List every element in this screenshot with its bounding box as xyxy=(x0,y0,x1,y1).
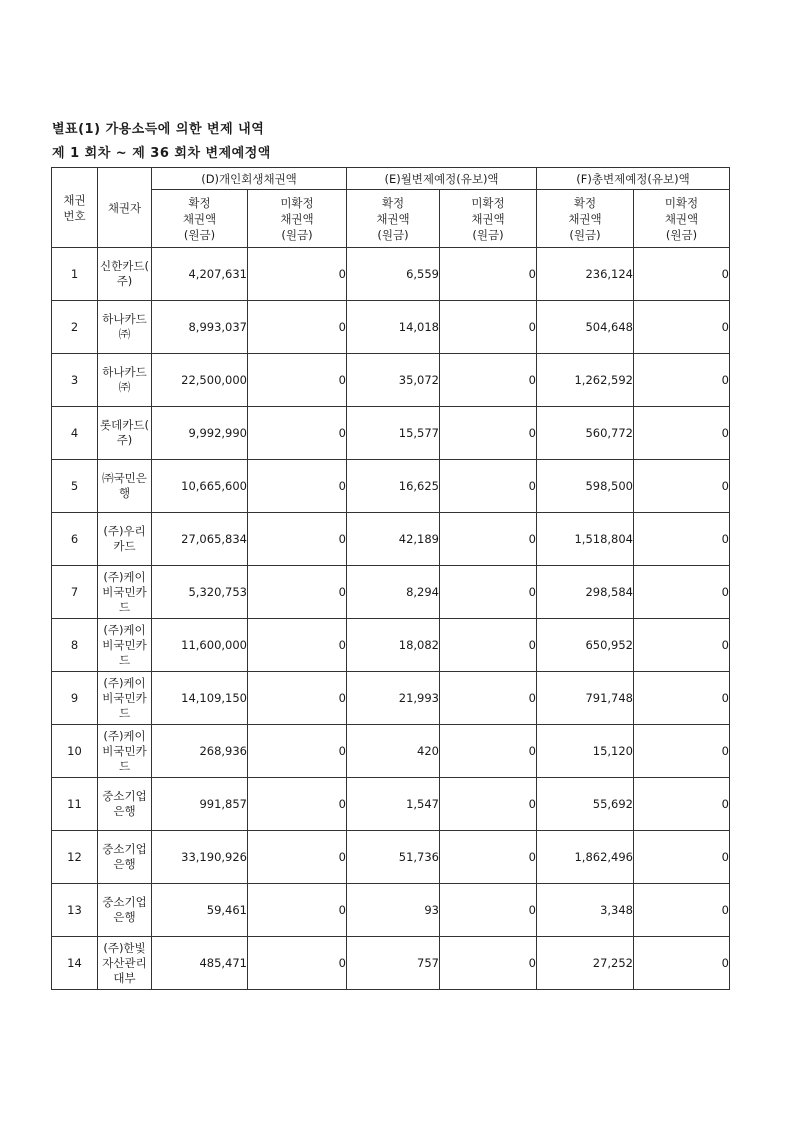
creditor-name: 신한카드( 주) xyxy=(98,248,152,301)
f-unconfirmed-amount: 0 xyxy=(634,672,730,725)
f-confirmed-amount: 55,692 xyxy=(537,778,634,831)
d-unconfirmed-amount: 0 xyxy=(248,884,347,937)
creditor-name: (주)케이 비국민카 드 xyxy=(98,619,152,672)
table-row xyxy=(52,619,730,672)
f-confirmed-amount: 27,252 xyxy=(537,937,634,990)
creditor-name: (주)케이 비국민카 드 xyxy=(98,566,152,619)
d-unconfirmed-amount: 0 xyxy=(248,566,347,619)
f-unconfirmed-amount: 0 xyxy=(634,301,730,354)
e-unconfirmed-amount: 0 xyxy=(440,460,537,513)
e-unconfirmed-amount: 0 xyxy=(440,831,537,884)
e-unconfirmed-amount: 0 xyxy=(440,884,537,937)
header-d-unconfirmed: 미확정 채권액 (원금) xyxy=(248,190,347,248)
d-confirmed-amount: 33,190,926 xyxy=(152,831,248,884)
creditor-number: 6 xyxy=(52,513,98,566)
page-title: 별표(1) 가용소득에 의한 변제 내역 xyxy=(52,122,265,137)
header-f-unconfirmed: 미확정 채권액 (원금) xyxy=(634,190,730,248)
d-confirmed-amount: 10,665,600 xyxy=(152,460,248,513)
f-unconfirmed-amount: 0 xyxy=(634,354,730,407)
d-unconfirmed-amount: 0 xyxy=(248,407,347,460)
creditor-number: 13 xyxy=(52,884,98,937)
e-confirmed-amount: 8,294 xyxy=(347,566,440,619)
f-unconfirmed-amount: 0 xyxy=(634,725,730,778)
header-group-e: (E)월변제예정(유보)액 xyxy=(347,168,537,190)
table-row xyxy=(52,725,730,778)
creditor-number: 5 xyxy=(52,460,98,513)
e-unconfirmed-amount: 0 xyxy=(440,513,537,566)
d-unconfirmed-amount: 0 xyxy=(248,937,347,990)
f-confirmed-amount: 1,262,592 xyxy=(537,354,634,407)
d-confirmed-amount: 22,500,000 xyxy=(152,354,248,407)
creditor-name: ㈜국민은 행 xyxy=(98,460,152,513)
e-confirmed-amount: 18,082 xyxy=(347,619,440,672)
repayment-schedule-table xyxy=(51,167,730,990)
e-confirmed-amount: 21,993 xyxy=(347,672,440,725)
d-confirmed-amount: 4,207,631 xyxy=(152,248,248,301)
creditor-number: 8 xyxy=(52,619,98,672)
creditor-name: 중소기업 은행 xyxy=(98,884,152,937)
f-confirmed-amount: 1,518,804 xyxy=(537,513,634,566)
e-unconfirmed-amount: 0 xyxy=(440,672,537,725)
e-confirmed-amount: 757 xyxy=(347,937,440,990)
table-row xyxy=(52,884,730,937)
e-unconfirmed-amount: 0 xyxy=(440,407,537,460)
f-unconfirmed-amount: 0 xyxy=(634,831,730,884)
header-group-d: (D)개인회생채권액 xyxy=(152,168,347,190)
e-unconfirmed-amount: 0 xyxy=(440,248,537,301)
table-row xyxy=(52,831,730,884)
table-row xyxy=(52,354,730,407)
e-unconfirmed-amount: 0 xyxy=(440,937,537,990)
creditor-name: 하나카드 ㈜ xyxy=(98,354,152,407)
creditor-number: 10 xyxy=(52,725,98,778)
f-confirmed-amount: 504,648 xyxy=(537,301,634,354)
d-unconfirmed-amount: 0 xyxy=(248,778,347,831)
f-unconfirmed-amount: 0 xyxy=(634,460,730,513)
f-unconfirmed-amount: 0 xyxy=(634,937,730,990)
d-confirmed-amount: 485,471 xyxy=(152,937,248,990)
d-unconfirmed-amount: 0 xyxy=(248,354,347,407)
f-confirmed-amount: 298,584 xyxy=(537,566,634,619)
f-unconfirmed-amount: 0 xyxy=(634,248,730,301)
header-group-row xyxy=(52,168,730,190)
f-unconfirmed-amount: 0 xyxy=(634,513,730,566)
header-creditor: 채권자 xyxy=(98,168,152,248)
f-unconfirmed-amount: 0 xyxy=(634,778,730,831)
header-e-confirmed: 확정 채권액 (원금) xyxy=(347,190,440,248)
e-confirmed-amount: 35,072 xyxy=(347,354,440,407)
table-row xyxy=(52,460,730,513)
table-row xyxy=(52,672,730,725)
e-confirmed-amount: 420 xyxy=(347,725,440,778)
creditor-name: 중소기업 은행 xyxy=(98,778,152,831)
creditor-number: 11 xyxy=(52,778,98,831)
e-confirmed-amount: 15,577 xyxy=(347,407,440,460)
d-confirmed-amount: 268,936 xyxy=(152,725,248,778)
e-confirmed-amount: 14,018 xyxy=(347,301,440,354)
header-d-confirmed: 확정 채권액 (원금) xyxy=(152,190,248,248)
page-subtitle: 제 1 회차 ~ 제 36 회차 변제예정액 xyxy=(52,146,271,161)
f-confirmed-amount: 236,124 xyxy=(537,248,634,301)
creditor-name: (주)케이 비국민카 드 xyxy=(98,672,152,725)
e-confirmed-amount: 51,736 xyxy=(347,831,440,884)
f-confirmed-amount: 791,748 xyxy=(537,672,634,725)
table-row xyxy=(52,513,730,566)
header-group-f: (F)총변제예정(유보)액 xyxy=(537,168,730,190)
table-row xyxy=(52,937,730,990)
creditor-number: 9 xyxy=(52,672,98,725)
creditor-number: 2 xyxy=(52,301,98,354)
d-unconfirmed-amount: 0 xyxy=(248,831,347,884)
f-unconfirmed-amount: 0 xyxy=(634,884,730,937)
d-unconfirmed-amount: 0 xyxy=(248,301,347,354)
e-unconfirmed-amount: 0 xyxy=(440,725,537,778)
e-confirmed-amount: 6,559 xyxy=(347,248,440,301)
d-confirmed-amount: 14,109,150 xyxy=(152,672,248,725)
creditor-name: 중소기업 은행 xyxy=(98,831,152,884)
d-unconfirmed-amount: 0 xyxy=(248,460,347,513)
creditor-number: 7 xyxy=(52,566,98,619)
f-unconfirmed-amount: 0 xyxy=(634,566,730,619)
f-unconfirmed-amount: 0 xyxy=(634,407,730,460)
f-confirmed-amount: 3,348 xyxy=(537,884,634,937)
e-confirmed-amount: 1,547 xyxy=(347,778,440,831)
creditor-name: (주)케이 비국민카 드 xyxy=(98,725,152,778)
table-row xyxy=(52,407,730,460)
d-confirmed-amount: 11,600,000 xyxy=(152,619,248,672)
table-body xyxy=(52,248,730,990)
table-row xyxy=(52,778,730,831)
table-row xyxy=(52,301,730,354)
e-unconfirmed-amount: 0 xyxy=(440,301,537,354)
table-row xyxy=(52,248,730,301)
d-confirmed-amount: 59,461 xyxy=(152,884,248,937)
f-confirmed-amount: 598,500 xyxy=(537,460,634,513)
creditor-number: 14 xyxy=(52,937,98,990)
d-confirmed-amount: 8,993,037 xyxy=(152,301,248,354)
d-confirmed-amount: 9,992,990 xyxy=(152,407,248,460)
creditor-number: 3 xyxy=(52,354,98,407)
header-no: 채권 번호 xyxy=(52,168,98,248)
e-confirmed-amount: 42,189 xyxy=(347,513,440,566)
e-unconfirmed-amount: 0 xyxy=(440,778,537,831)
creditor-number: 1 xyxy=(52,248,98,301)
header-sub-row xyxy=(52,190,730,248)
header-e-unconfirmed: 미확정 채권액 (원금) xyxy=(440,190,537,248)
creditor-number: 4 xyxy=(52,407,98,460)
d-confirmed-amount: 991,857 xyxy=(152,778,248,831)
header-f-confirmed: 확정 채권액 (원금) xyxy=(537,190,634,248)
d-unconfirmed-amount: 0 xyxy=(248,513,347,566)
d-unconfirmed-amount: 0 xyxy=(248,725,347,778)
creditor-number: 12 xyxy=(52,831,98,884)
e-confirmed-amount: 16,625 xyxy=(347,460,440,513)
creditor-name: (주)한빛 자산관리 대부 xyxy=(98,937,152,990)
e-unconfirmed-amount: 0 xyxy=(440,619,537,672)
d-confirmed-amount: 27,065,834 xyxy=(152,513,248,566)
creditor-name: (주)우리 카드 xyxy=(98,513,152,566)
d-confirmed-amount: 5,320,753 xyxy=(152,566,248,619)
d-unconfirmed-amount: 0 xyxy=(248,248,347,301)
f-confirmed-amount: 560,772 xyxy=(537,407,634,460)
e-unconfirmed-amount: 0 xyxy=(440,566,537,619)
f-confirmed-amount: 1,862,496 xyxy=(537,831,634,884)
e-unconfirmed-amount: 0 xyxy=(440,354,537,407)
f-confirmed-amount: 650,952 xyxy=(537,619,634,672)
creditor-name: 하나카드 ㈜ xyxy=(98,301,152,354)
f-confirmed-amount: 15,120 xyxy=(537,725,634,778)
table-row xyxy=(52,566,730,619)
f-unconfirmed-amount: 0 xyxy=(634,619,730,672)
e-confirmed-amount: 93 xyxy=(347,884,440,937)
d-unconfirmed-amount: 0 xyxy=(248,619,347,672)
creditor-name: 롯데카드( 주) xyxy=(98,407,152,460)
d-unconfirmed-amount: 0 xyxy=(248,672,347,725)
